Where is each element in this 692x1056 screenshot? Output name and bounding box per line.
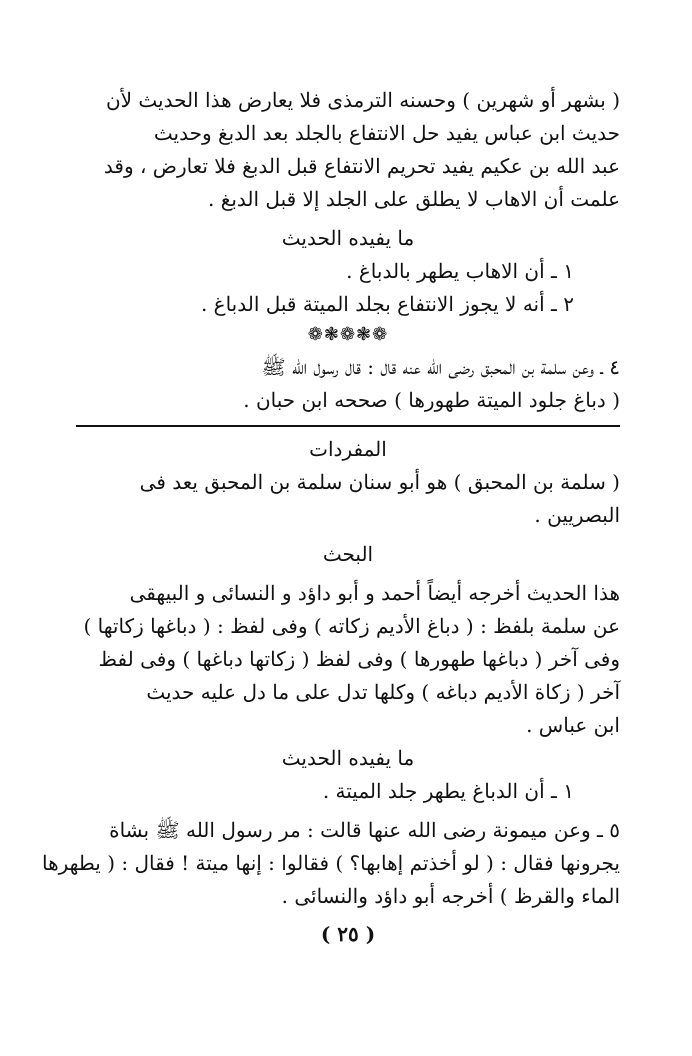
section-heading-benefits-2: ما يفيده الحديث — [281, 746, 415, 770]
text-line: ٥ ـ وعن ميمونة رضى الله عنها قالت : مر رسول الله ﷺ بشاة — [109, 818, 620, 842]
benefit-item: ١ ـ أن الدباغ يطهر جلد الميتة . — [322, 779, 574, 803]
text-line: ( بشهر أو شهرين ) وحسنه الترمذى فلا يعارض هذا الحديث لأن — [105, 88, 620, 112]
text-line: الماء والقرظ ) أخرجه أبو داؤد والنسائى . — [281, 884, 620, 908]
text-line: يجرونها فقال : ( لو أخذتم إهابها؟ ) فقالوا : إنها ميتة ! فقال : ( يطهرها — [41, 851, 620, 875]
section-heading-vocabulary: المفردات — [309, 437, 387, 461]
text-line: هذا الحديث أخرجه أيضاً أحمد و أبو داؤد و النسائى و البيهقى — [129, 581, 620, 605]
paragraph-discussion — [76, 577, 620, 742]
benefit-item: ١ ـ أن الاهاب يطهر بالدباغ . — [346, 259, 574, 283]
text-line: ( دباغ جلود الميتة طهورها ) صححه ابن حبان . — [243, 388, 620, 412]
text-line: آخر ( زكاة الأديم دباغه ) وكلها تدل على ما دل عليه حديث — [146, 680, 620, 704]
hadith-4 — [76, 351, 620, 417]
hadith-5 — [41, 814, 620, 913]
text-line: ٤ ـ وعن سلمة بن المحبق رضى الله عنه قال : قال رسول الله ﷺ — [261, 355, 620, 379]
horizontal-rule — [76, 425, 620, 427]
text-line: عن سلمة بلفظ : ( دباغ الأديم زكاته ) وفى لفظ : ( دباغها زكاتها ) — [83, 614, 620, 638]
text-line: ابن عباس . — [526, 713, 620, 737]
text-line: وفى آخر ( دباغها طهورها ) وفى لفظ ( زكاتها دباغها ) وفى لفظ — [98, 647, 620, 671]
paragraph-intro — [76, 84, 620, 216]
benefit-item: ٢ ـ أنه لا يجوز الانتفاع بجلد الميتة قبل الدباغ . — [200, 292, 574, 316]
page-number: ( ٢٥ ) — [320, 922, 376, 946]
section-heading-discussion: البحث — [322, 542, 374, 566]
text-line: حديث ابن عباس يفيد حل الانتفاع بالجلد بعد الدبغ وحديث — [153, 121, 620, 145]
text-line: عبد الله بن عكيم يفيد تحريم الانتفاع قبل الدبغ فلا تعارض ، وقد — [103, 154, 620, 178]
vocabulary-entry: ( سلمة بن المحبق ) هو أبو سنان سلمة بن المحبق يعد فى البصريين . — [139, 470, 620, 527]
section-heading-benefits: ما يفيده الحديث — [281, 226, 415, 250]
ornament-divider: ❁❃❁❃❁ — [307, 324, 389, 345]
text-line: علمت أن الاهاب لا يطلق على الجلد إلا قبل الدبغ . — [207, 187, 620, 211]
